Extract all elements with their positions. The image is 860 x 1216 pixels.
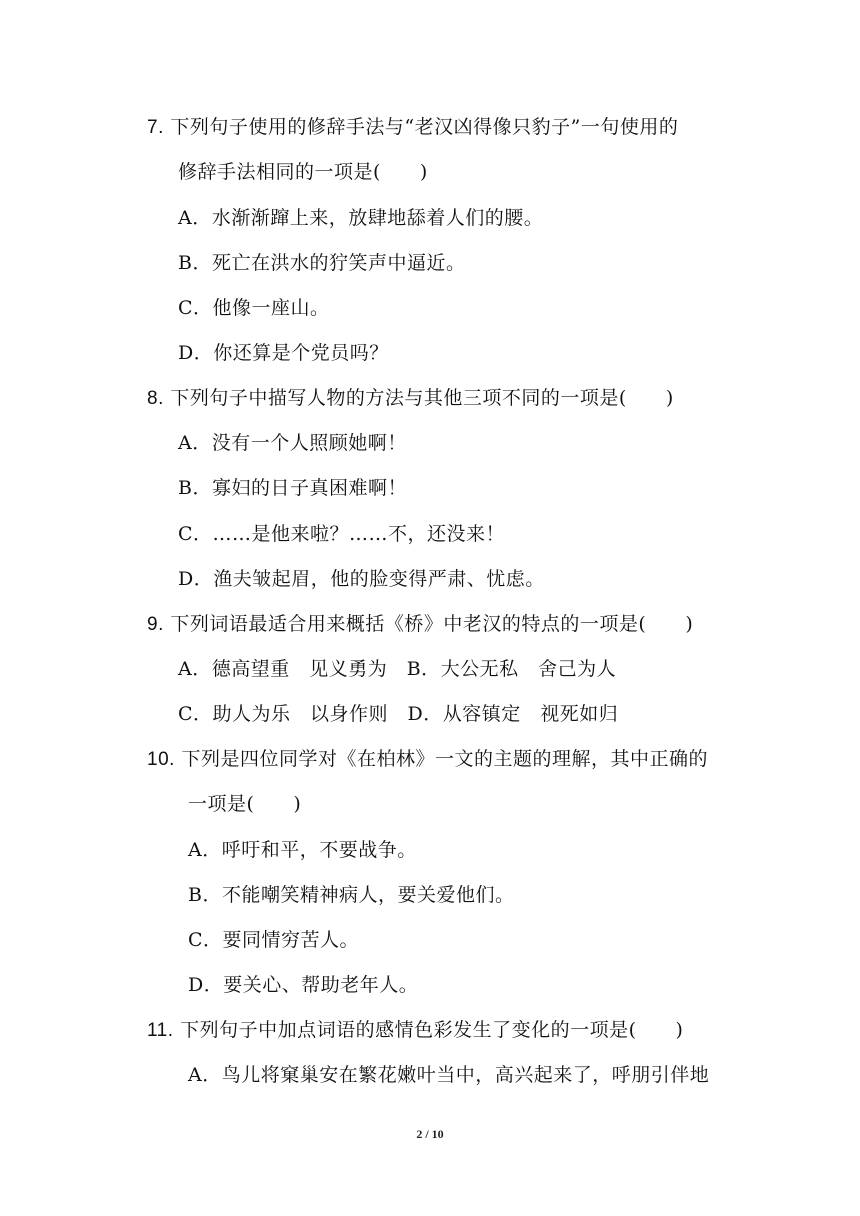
question-8-option-a: A．没有一个人照顾她啊！ (178, 432, 407, 454)
question-7-stem-text-1: 下列句子使用的修辞手法与“老汉凶得像只豹子”一句使用的 (170, 116, 679, 138)
question-9-stem-line-1 (147, 612, 693, 637)
question-11-stem-line-1 (147, 1018, 683, 1043)
question-11-option-a: A．鸟儿将窠巢安在繁花嫩叶当中，高兴起来了，呼朋引伴地 (188, 1064, 710, 1086)
question-7-number: 7. (147, 117, 164, 138)
question-11-number: 11. (147, 1020, 174, 1041)
question-10-stem-line-1 (147, 747, 708, 772)
question-10-option-a: A．呼吁和平，不要战争。 (188, 839, 417, 861)
question-7-stem-line-2: 修辞手法相同的一项是( ) (178, 161, 428, 183)
question-9-option-cd: C．助人为乐 以身作则 D．从容镇定 视死如归 (178, 703, 619, 725)
question-8-stem-text-1: 下列句子中描写人物的方法与其他三项不同的一项是( ) (170, 387, 674, 409)
question-10-stem-text-1: 下列是四位同学对《在柏林》一文的主题的理解，其中正确的 (181, 748, 708, 770)
question-7-option-c: C．他像一座山。 (178, 297, 330, 319)
question-7-option-d: D．你还算是个党员吗？ (178, 342, 389, 364)
question-10-stem-line-2: 一项是( ) (188, 793, 302, 815)
question-7-option-b: B．死亡在洪水的狞笑声中逼近。 (178, 252, 466, 274)
question-10-option-b: B．不能嘲笑精神病人，要关爱他们。 (188, 884, 515, 906)
question-10-option-d: D．要关心、帮助老年人。 (188, 974, 419, 996)
question-8-option-b: B．寡妇的日子真困难啊！ (178, 477, 407, 499)
question-7-stem-line-1 (147, 115, 678, 140)
question-9-stem-text-1: 下列词语最适合用来概括《桥》中老汉的特点的一项是( ) (170, 613, 694, 635)
question-8-option-d: D．渔夫皱起眉，他的脸变得严肃、忧虑。 (178, 568, 545, 590)
question-9-option-ab: A．德高望重 见义勇为 B．大公无私 舍己为人 (178, 658, 617, 680)
page-indicator: 2 / 10 (416, 1127, 444, 1141)
question-11-stem-text-1: 下列句子中加点词语的感情色彩发生了变化的一项是( ) (180, 1019, 684, 1041)
question-10-number: 10. (147, 749, 175, 770)
question-8-number: 8. (147, 388, 164, 409)
question-8-stem-line-1 (147, 386, 674, 411)
question-10-option-c: C．要同情穷苦人。 (188, 929, 360, 951)
question-7-option-a: A．水渐渐蹿上来，放肆地舔着人们的腰。 (178, 207, 544, 229)
question-9-number: 9. (147, 614, 164, 635)
question-8-option-c: C．……是他来啦？……不，还没来！ (178, 523, 506, 545)
